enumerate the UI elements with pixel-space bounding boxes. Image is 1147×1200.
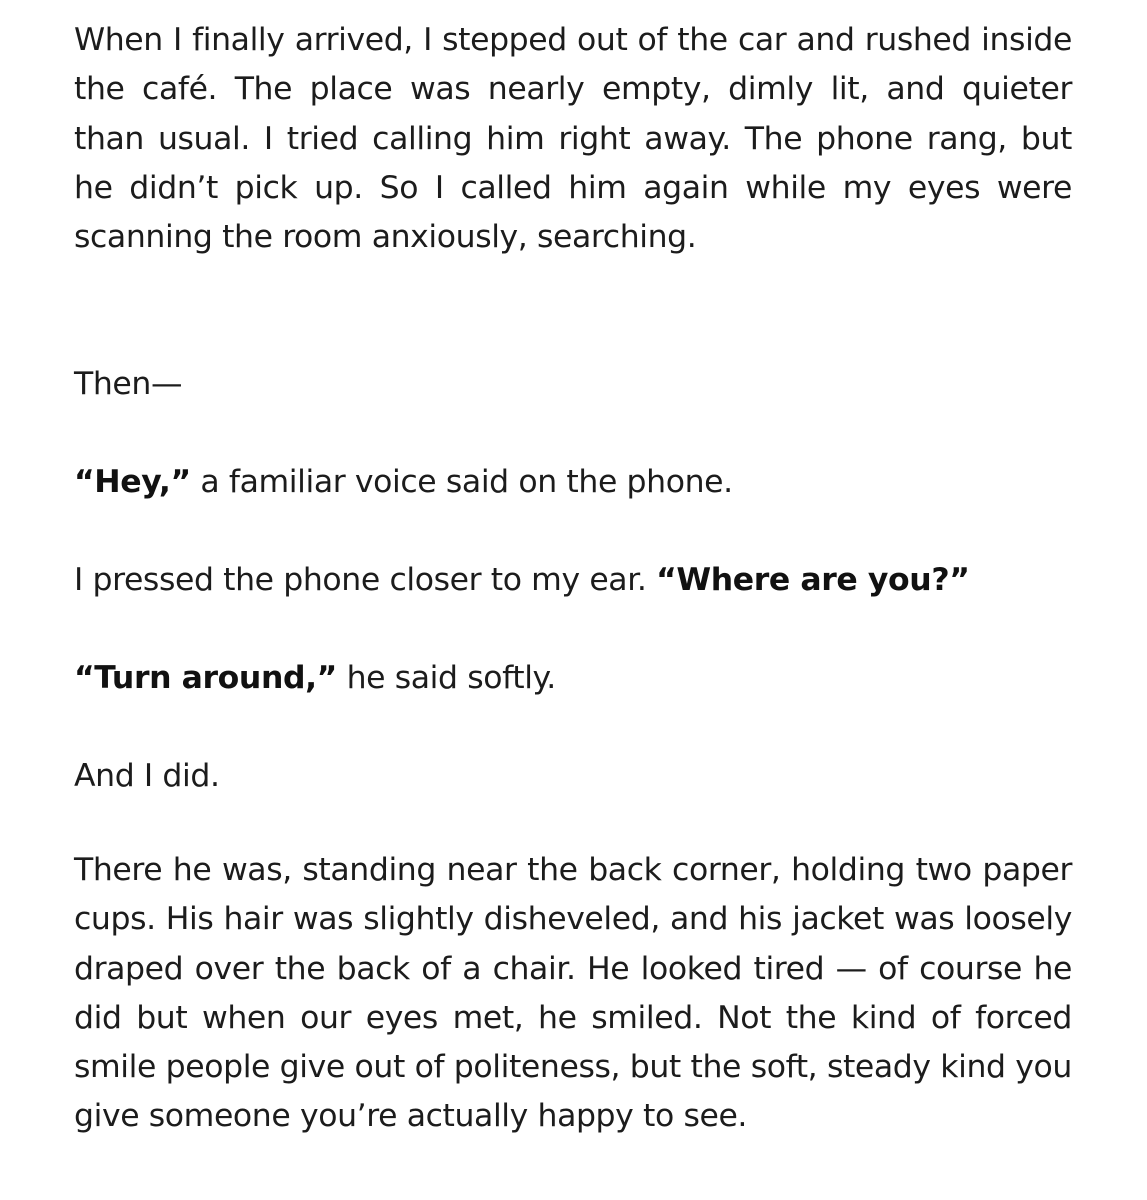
- paragraph-then: Then—: [74, 366, 183, 402]
- paragraph-where-are-you: [74, 556, 1072, 605]
- paragraph-turn-around: [74, 654, 1072, 703]
- dialogue-turn-around: “Turn around,”: [74, 660, 337, 696]
- paragraph-hey: [74, 458, 1072, 507]
- paragraph-and-i-did: And I did.: [74, 758, 220, 794]
- dialogue-hey: “Hey,”: [74, 464, 191, 500]
- narration-pressed-phone: I pressed the phone closer to my ear.: [74, 562, 657, 598]
- dialogue-where-are-you: “Where are you?”: [656, 562, 970, 598]
- narration-familiar-voice: a familiar voice said on the phone.: [190, 464, 733, 500]
- narration-said-softly: he said softly.: [336, 660, 556, 696]
- paragraph-arrival: When I finally arrived, I stepped out of the car and rushed inside the café. The place was nearly empty, dimly lit, and quieter than usual. I tried calling him right away. The phone rang, but he didn’t pick up. So I called him again while my eyes were scanning the room anxiously, searching.: [74, 22, 1072, 256]
- paragraph-there-he-was: There he was, standing near the back corner, holding two paper cups. His hair was slightly disheveled, and his jacket was loosely draped over the back of a chair. He looked tired — of course he did but when our eyes met, he smiled. Not the kind of forced smile people give out of politeness, but the soft, steady kind you give someone you’re actually happy to see.: [74, 852, 1072, 1135]
